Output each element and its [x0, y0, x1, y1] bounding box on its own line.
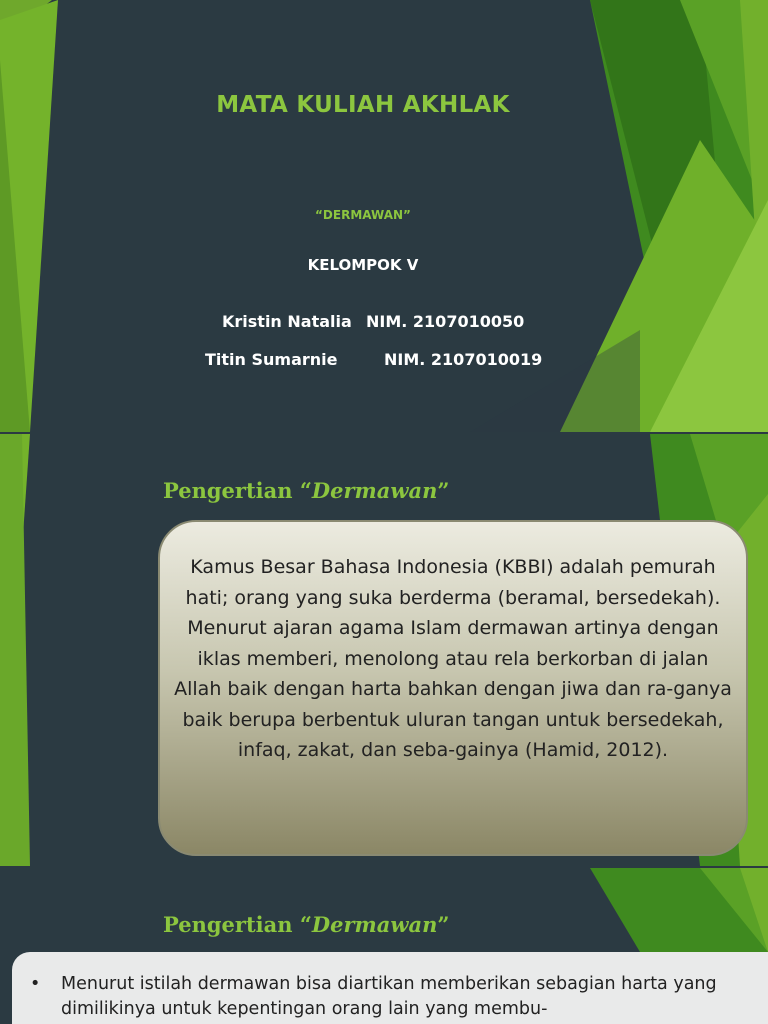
definition-slide: [0, 434, 768, 866]
title-slide: [0, 0, 768, 432]
definition-slide-2: [0, 868, 768, 1024]
definition-text: Kamus Besar Bahasa Indonesia (KBBI) adalah pemurah hati; orang yang suka berderma (beramal, bersedekah). Menurut ajaran agama Islam dermawan artinya dengan iklas memberi, menolong atau rela berkorban di jalan Allah baik dengan harta bahkan dengan jiwa dan ra-ganya baik berupa berbentuk uluran tangan untuk bersedekah, infaq, zakat, dan seba-gainya (Hamid, 2012).: [174, 556, 732, 761]
topic-subtitle: “DERMAWAN”: [315, 208, 411, 222]
section-heading: Pengertian “Dermawan”: [163, 912, 450, 937]
bullet-item: [30, 972, 742, 1022]
course-title: MATA KULIAH AKHLAK: [216, 92, 510, 118]
member-name: Titin Sumarnie: [205, 350, 338, 369]
bullet-text: Menurut istilah dermawan bisa diartikan memberikan sebagian harta yang dimilikinya untuk kepentingan orang lain yang membu-: [61, 974, 717, 1019]
definition-box: [158, 520, 748, 856]
member-nim: NIM. 2107010050: [366, 312, 525, 331]
member-name: Kristin Natalia: [222, 312, 352, 331]
section-heading: Pengertian “Dermawan”: [163, 478, 450, 503]
group-label: KELOMPOK V: [307, 256, 419, 274]
member-nim: NIM. 2107010019: [384, 350, 543, 369]
bullet-dot: •: [30, 974, 41, 994]
